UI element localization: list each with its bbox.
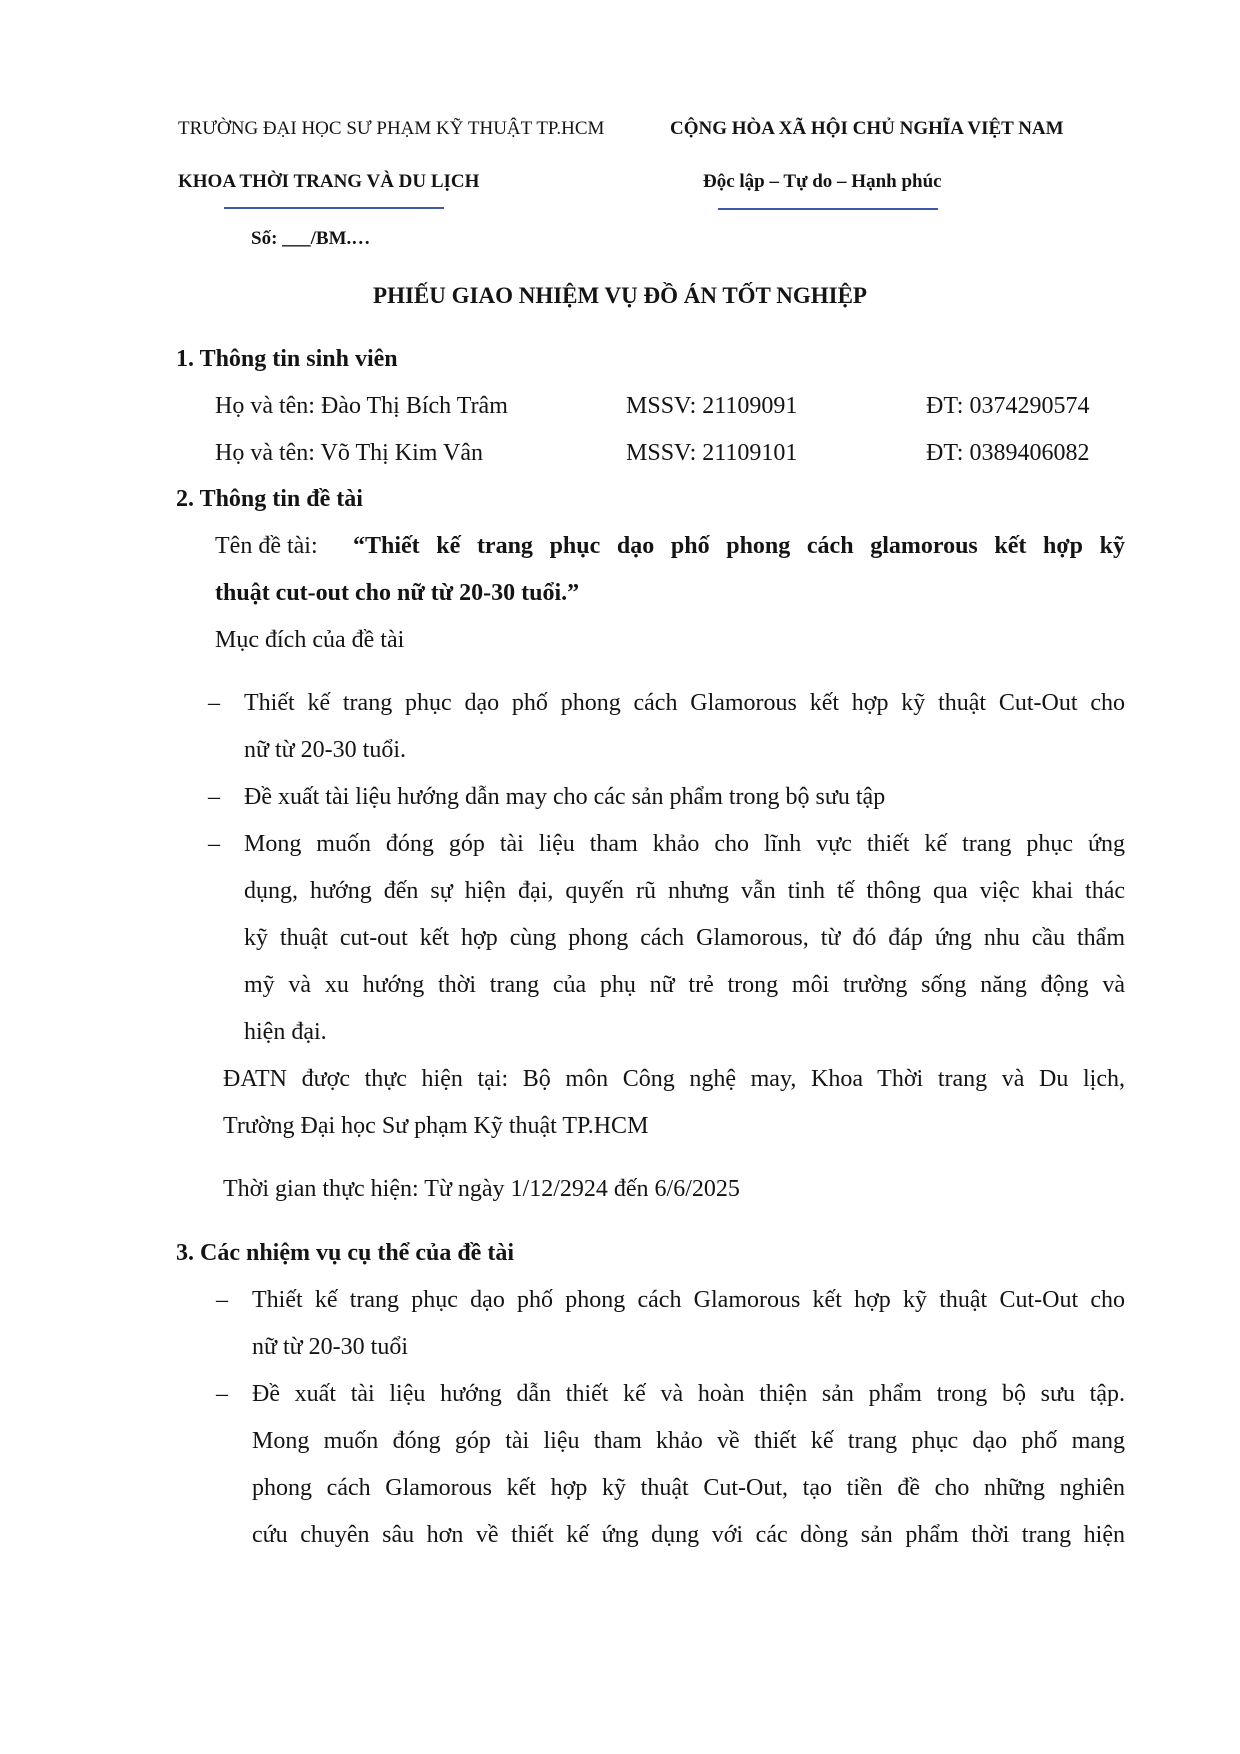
bullet-dash: – [208, 690, 220, 716]
student-2-name: Họ và tên: Võ Thị Kim Vân [215, 440, 483, 466]
task-bullet-1-line-1: Thiết kế trang phục dạo phố phong cách Glamorous kết hợp kỹ thuật Cut-Out cho [252, 1287, 1125, 1313]
purpose-bullet-3-line-4: mỹ và xu hướng thời trang của phụ nữ trẻ trong môi trường sống năng động và [244, 972, 1125, 998]
student-2-phone: ĐT: 0389406082 [926, 440, 1090, 466]
republic-name: CỘNG HÒA XÃ HỘI CHỦ NGHĨA VIỆT NAM [670, 118, 1064, 139]
school-name: TRƯỜNG ĐẠI HỌC SƯ PHẠM KỸ THUẬT TP.HCM [178, 118, 605, 139]
document-number: Số: ___/BM.… [251, 228, 371, 249]
location-line-1: ĐATN được thực hiện tại: Bộ môn Công nghệ may, Khoa Thời trang và Du lịch, [223, 1066, 1125, 1092]
student-1-phone: ĐT: 0374290574 [926, 393, 1090, 419]
task-bullet-1-line-2: nữ từ 20-30 tuổi [252, 1334, 409, 1360]
section-3-heading: 3. Các nhiệm vụ cụ thể của đề tài [176, 1240, 514, 1266]
bullet-dash: – [208, 784, 220, 810]
section-1-heading: 1. Thông tin sinh viên [176, 346, 398, 372]
student-2-mssv: MSSV: 21109101 [626, 440, 798, 466]
purpose-bullet-2-line-1: Đề xuất tài liệu hướng dẫn may cho các sản phẩm trong bộ sưu tập [244, 784, 886, 810]
faculty-underline [224, 207, 444, 209]
task-bullet-2-line-2: Mong muốn đóng góp tài liệu tham khảo về thiết kế trang phục dạo phố mang [252, 1428, 1125, 1454]
purpose-bullet-3-line-3: kỹ thuật cut-out kết hợp cùng phong cách Glamorous, từ đó đáp ứng nhu cầu thẩm [244, 925, 1125, 951]
faculty-name: KHOA THỜI TRANG VÀ DU LỊCH [178, 171, 480, 192]
bullet-dash: – [208, 831, 220, 857]
student-1-mssv: MSSV: 21109091 [626, 393, 798, 419]
task-bullet-2-line-4: cứu chuyên sâu hơn về thiết kế ứng dụng với các dòng sản phẩm thời trang hiện [252, 1522, 1125, 1548]
student-1-name: Họ và tên: Đào Thị Bích Trâm [215, 393, 508, 419]
purpose-bullet-3-line-2: dụng, hướng đến sự hiện đại, quyến rũ nhưng vẫn tinh tế thông qua việc khai thác [244, 878, 1125, 904]
topic-label: Tên đề tài: [215, 533, 318, 559]
task-bullet-2-line-3: phong cách Glamorous kết hợp kỹ thuật Cut-Out, tạo tiền đề cho những nghiên [252, 1475, 1125, 1501]
purpose-bullet-3-line-1: Mong muốn đóng góp tài liệu tham khảo cho lĩnh vực thiết kế trang phục ứng [244, 831, 1125, 857]
purpose-bullet-1-line-2: nữ từ 20-30 tuổi. [244, 737, 407, 763]
national-motto: Độc lập – Tự do – Hạnh phúc [703, 171, 942, 192]
section-2-heading: 2. Thông tin đề tài [176, 486, 363, 512]
page-title: PHIẾU GIAO NHIỆM VỤ ĐỒ ÁN TỐT NGHIỆP [373, 283, 867, 308]
time-frame: Thời gian thực hiện: Từ ngày 1/12/2924 đến 6/6/2025 [223, 1176, 740, 1202]
purpose-bullet-1-line-1: Thiết kế trang phục dạo phố phong cách Glamorous kết hợp kỹ thuật Cut-Out cho [244, 690, 1125, 716]
topic-title-line-1: “Thiết kế trang phục dạo phố phong cách glamorous kết hợp kỹ [353, 533, 1125, 559]
purpose-label: Mục đích của đề tài [215, 627, 405, 653]
topic-title-line-2: thuật cut-out cho nữ từ 20-30 tuổi.” [215, 580, 580, 606]
task-bullet-2-line-1: Đề xuất tài liệu hướng dẫn thiết kế và hoàn thiện sản phẩm trong bộ sưu tập. [252, 1381, 1125, 1407]
purpose-bullet-3-line-5: hiện đại. [244, 1019, 327, 1045]
location-line-2: Trường Đại học Sư phạm Kỹ thuật TP.HCM [223, 1113, 649, 1139]
bullet-dash: – [216, 1381, 228, 1407]
bullet-dash: – [216, 1287, 228, 1313]
motto-underline [718, 208, 938, 210]
